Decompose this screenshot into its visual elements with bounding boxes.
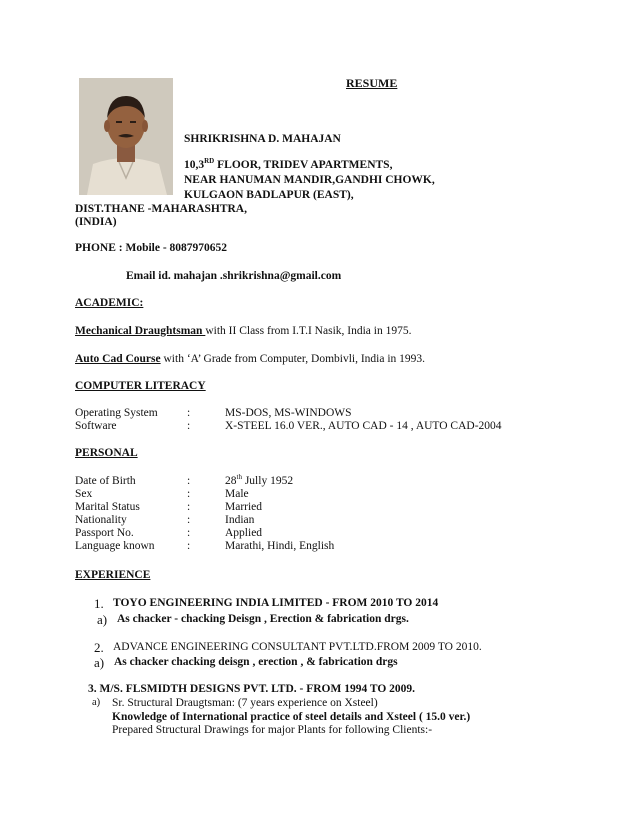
experience-heading: EXPERIENCE: [75, 569, 151, 581]
address-line-3: KULGAON BADLAPUR (EAST),: [184, 189, 354, 201]
experience-2-title: ADVANCE ENGINEERING CONSULTANT PVT.LTD.FROM 2009 TO 2010.: [113, 641, 482, 653]
experience-3-line-2: Knowledge of International practice of steel details and Xsteel ( 15.0 ver.): [112, 711, 471, 723]
experience-2-sub-text: As chacker chacking deisgn , erection , & fabrication drgs: [114, 656, 398, 668]
address-line-5: (INDIA): [75, 216, 117, 228]
experience-1-number: 1.: [94, 596, 104, 611]
computer-row: Software : X-STEEL 16.0 VER., AUTO CAD - 14 , AUTO CAD-2004: [75, 420, 502, 432]
personal-row: Sex : Male: [75, 488, 249, 500]
computer-row: Operating System : MS-DOS, MS-WINDOWS: [75, 407, 352, 419]
candidate-name: SHRIKRISHNA D. MAHAJAN: [184, 133, 341, 145]
personal-row: Language known : Marathi, Hindi, English: [75, 540, 335, 552]
address-line-4: DIST.THANE -MAHARASHTRA,: [75, 203, 247, 215]
experience-1-sub-label: a): [97, 612, 108, 627]
personal-heading: PERSONAL: [75, 447, 138, 459]
experience-3-sub-label: a): [92, 697, 101, 708]
profile-photo: [79, 78, 173, 195]
experience-1-title: TOYO ENGINEERING INDIA LIMITED - FROM 2010 TO 2014: [113, 597, 439, 609]
experience-1-sub-text: As chacker - chacking Deisgn , Erection & fabrication drgs.: [117, 613, 409, 625]
academic-item-2: Auto Cad Course with ‘A’ Grade from Computer, Dombivli, India in 1993.: [75, 353, 426, 365]
experience-2-sub-label: a): [94, 655, 105, 670]
address-line-2: NEAR HANUMAN MANDIR,GANDHI CHOWK,: [184, 174, 435, 186]
phone: PHONE : Mobile - 8087970652: [75, 242, 228, 254]
academic-item-1: Mechanical Draughtsman with II Class from I.T.I Nasik, India in 1975.: [75, 325, 412, 337]
experience-3-title: 3. M/S. FLSMIDTH DESIGNS PVT. LTD. - FROM 1994 TO 2009.: [88, 683, 416, 695]
personal-row: Passport No. : Applied: [75, 527, 263, 539]
resume-title: RESUME: [346, 76, 398, 90]
computer-literacy-heading: COMPUTER LITERACY: [75, 380, 206, 392]
personal-row: Marital Status : Married: [75, 501, 263, 513]
address-line-1: 10,3RD FLOOR, TRIDEV APARTMENTS,: [184, 157, 393, 171]
experience-3-sub-text: Sr. Structural Draugtsman: (7 years experience on Xsteel): [112, 697, 378, 709]
personal-row-dob: Date of Birth : 28th Jully 1952: [75, 473, 294, 487]
academic-heading: ACADEMIC:: [75, 297, 144, 309]
email: Email id. mahajan .shrikrishna@gmail.com: [126, 270, 342, 282]
experience-2-number: 2.: [94, 640, 104, 655]
personal-row: Nationality : Indian: [75, 514, 255, 526]
experience-3-line-3: Prepared Structural Drawings for major Plants for following Clients:-: [112, 724, 433, 736]
